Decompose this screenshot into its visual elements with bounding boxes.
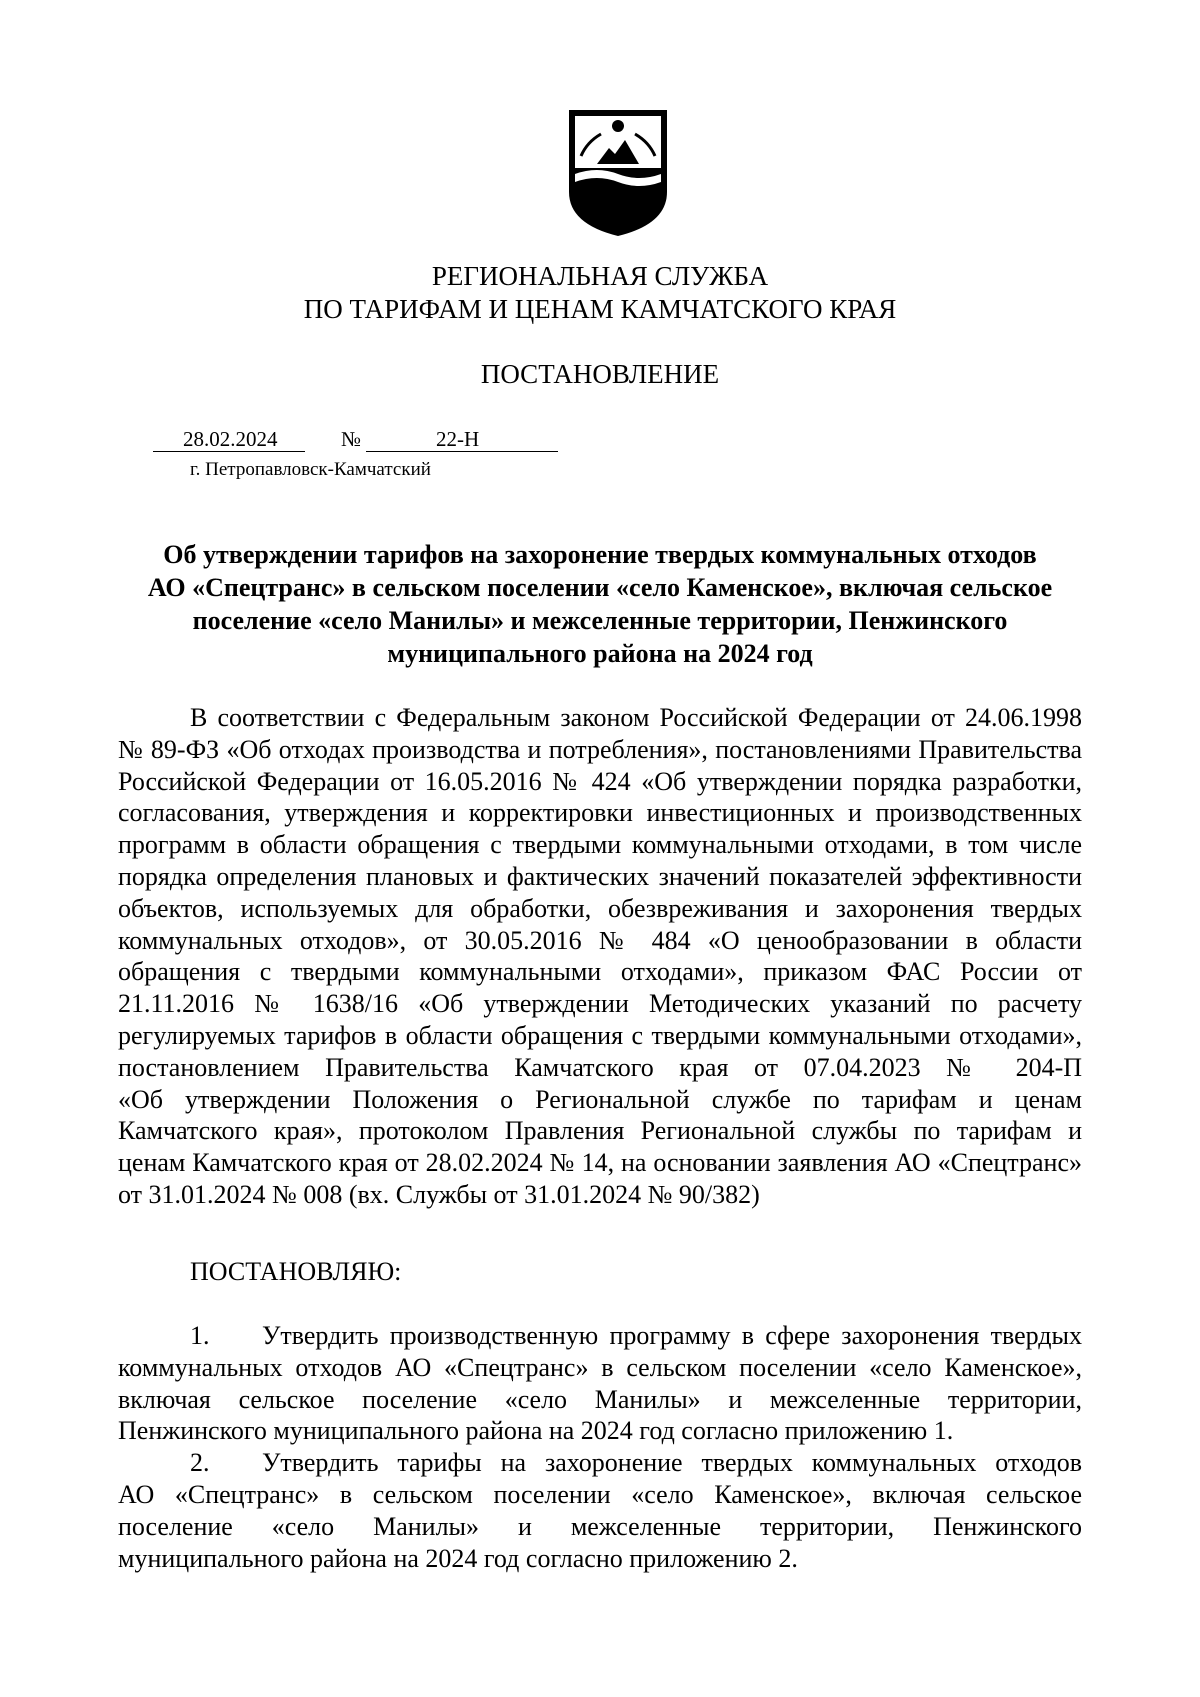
preamble-line: коммунальных отходов», от 30.05.2016 № 484 «О ценообразовании в области xyxy=(118,925,1082,955)
item-line: включая сельское поселение «село Манилы» и межселенные территории, xyxy=(118,1384,1082,1414)
item-line xyxy=(118,1447,1082,1479)
preamble-paragraph xyxy=(118,702,1082,1211)
kamchatka-coat-of-arms-icon xyxy=(567,108,669,238)
preamble-line: программ в области обращения с твердыми коммунальными отходами, в том числе xyxy=(118,830,1082,860)
number-sign: № xyxy=(341,427,362,451)
resolution-item-1 xyxy=(118,1320,1082,1447)
item-number: 2. xyxy=(190,1448,210,1478)
preamble-line: ценам Камчатского края от 28.02.2024 № 14, на основании заявления АО «Спецтранс» xyxy=(118,1148,1082,1178)
document-type: ПОСТАНОВЛЕНИЕ xyxy=(480,359,720,389)
preamble-line: 21.11.2016 № 1638/16 «Об утверждении Методических указаний по расчету xyxy=(118,989,1082,1019)
preamble-line: объектов, используемых для обработки, обезвреживания и захоронения твердых xyxy=(118,893,1082,923)
document-date: 28.02.2024 xyxy=(183,427,278,451)
preamble-line: «Об утверждении Положения о Региональной службе по тарифам и ценам xyxy=(118,1084,1082,1114)
item-text: Утвердить тарифы на захоронение твердых коммунальных отходов xyxy=(262,1448,1082,1478)
item-line: поселение «село Манилы» и межселенные территории, Пенжинского xyxy=(118,1511,1082,1541)
document-title xyxy=(118,538,1082,670)
resolve-heading: ПОСТАНОВЛЯЮ: xyxy=(190,1257,402,1286)
date-number-line xyxy=(153,425,558,453)
org-name-line-1: РЕГИОНАЛЬНАЯ СЛУЖБА xyxy=(431,261,769,291)
preamble-line: № 89-ФЗ «Об отходах производства и потребления», постановлениями Правительства xyxy=(118,734,1082,764)
item-number: 1. xyxy=(190,1321,210,1350)
preamble-line: порядка определения плановых и фактических значений показателей эффективности xyxy=(118,861,1082,891)
item-line: муниципального района на 2024 год согласно приложению 2. xyxy=(118,1543,798,1573)
org-name-line-2: ПО ТАРИФАМ И ЦЕНАМ КАМЧАТСКОГО КРАЯ xyxy=(303,294,897,324)
preamble-line: регулируемых тарифов в области обращения с твердыми коммунальными отходами», xyxy=(118,1020,1082,1050)
item-line xyxy=(118,1320,1082,1352)
title-line: муниципального района на 2024 год xyxy=(387,639,813,668)
preamble-line: постановлением Правительства Камчатского края от 07.04.2023 № 204-П xyxy=(118,1052,1082,1082)
title-line: Об утверждении тарифов на захоронение твердых коммунальных отходов xyxy=(163,540,1037,569)
preamble-line: В соответствии с Федеральным законом Российской Федерации от 24.06.1998 xyxy=(190,703,1082,732)
title-line: АО «Спецтранс» в сельском поселении «село Каменское», включая сельское xyxy=(147,573,1053,602)
preamble-line: обращения с твердыми коммунальными отходами», приказом ФАС России от xyxy=(118,957,1082,987)
item-line: коммунальных отходов АО «Спецтранс» в сельском поселении «село Каменское», xyxy=(118,1352,1082,1382)
date-underline xyxy=(153,451,305,452)
number-underline xyxy=(366,451,558,452)
item-line: Пенжинского муниципального района на 2024 год согласно приложению 1. xyxy=(118,1416,954,1446)
item-text: Утвердить производственную программу в сфере захоронения твердых xyxy=(262,1321,1082,1350)
item-line: АО «Спецтранс» в сельском поселении «село Каменское», включая сельское xyxy=(118,1479,1082,1509)
preamble-line: согласования, утверждения и корректировки инвестиционных и производственных xyxy=(118,798,1082,828)
city: г. Петропавловск-Камчатский xyxy=(190,459,431,480)
document-number: 22-Н xyxy=(436,427,480,451)
resolution-item-2 xyxy=(118,1447,1082,1574)
title-line: поселение «село Манилы» и межселенные территории, Пенжинского xyxy=(192,606,1008,635)
preamble-line: Российской Федерации от 16.05.2016 № 424 «Об утверждении порядка разработки, xyxy=(118,766,1082,796)
preamble-line: от 31.01.2024 № 008 (вх. Службы от 31.01.2024 № 90/382) xyxy=(118,1179,760,1209)
resolution-items xyxy=(118,1320,1082,1574)
preamble-line: Камчатского края», протоколом Правления Региональной службы по тарифам и xyxy=(118,1116,1082,1146)
